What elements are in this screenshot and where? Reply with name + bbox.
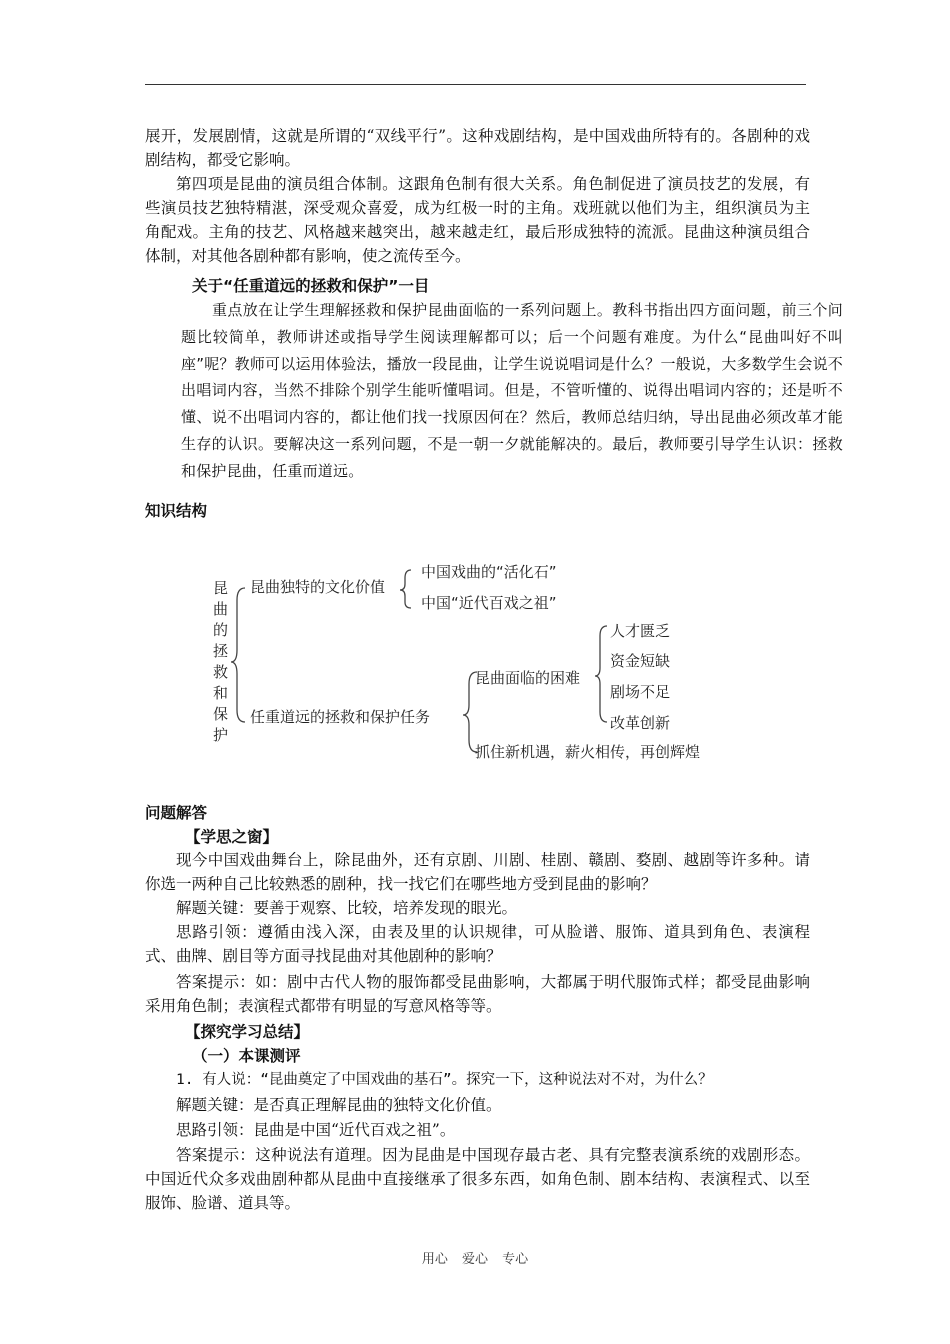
question-1: 现今中国戏曲舞台上，除昆曲外，还有京剧、川剧、桂剧、赣剧、婺剧、越剧等许多种。请你选一两种自己比较熟悉的剧种，找一找它们在哪些地方受到昆曲的影响？ xyxy=(145,851,810,893)
difficulty-item: 资金短缺 xyxy=(610,652,671,670)
knowledge-structure-diagram xyxy=(205,550,765,775)
window-title: 【学思之窗】 xyxy=(185,828,279,846)
root-char: 救 xyxy=(213,663,229,681)
root-char: 昆 xyxy=(213,579,229,597)
test-question-1: 1. 有人说：“昆曲奠定了中国戏曲的基石”。探究一下，这种说法对不对，为什么？ xyxy=(176,1072,713,1088)
difficulty-item: 改革创新 xyxy=(610,714,671,732)
paragraph-fourth-item: 第四项是昆曲的演员组合体制。这跟角色制有很大关系。角色制促进了演员技艺的发展，有些演员技艺独特精湛，深受观众喜爱，成为红极一时的主角。戏班就以他们为主，组织演员为主角配戏。主角的技艺、风格越来越突出，越来越走红，最后形成独特的流派。昆曲这种演员组合体制，对其他各剧种都有影响，使之流传至今。 xyxy=(145,175,810,265)
branch2-item: 抓住新机遇，薪火相传，再创辉煌 xyxy=(475,743,701,761)
difficulties-brace xyxy=(595,626,607,722)
branch2-label: 任重道远的拯救和保护任务 xyxy=(250,708,431,726)
root-brace xyxy=(231,588,245,722)
question-1-key: 解题关键：要善于观察、比较，培养发现的眼光。 xyxy=(176,899,518,917)
difficulty-item: 人才匮乏 xyxy=(610,622,671,640)
knowledge-structure-heading: 知识结构 xyxy=(145,502,208,520)
question-1-answer: 答案提示：如：剧中古代人物的服饰都受昆曲影响，大都属于明代服饰式样；都受昆曲影响采用角色制；表演程式都带有明显的写意风格等等。 xyxy=(145,973,810,1015)
branch1-label: 昆曲独特的文化价值 xyxy=(250,578,386,596)
root-char: 护 xyxy=(213,726,229,744)
summary-title: 【探究学习总结】 xyxy=(185,1023,310,1041)
page-footer: 用心 爱心 专心 xyxy=(421,1252,529,1267)
difficulty-item: 剧场不足 xyxy=(610,683,671,701)
test-question-1-guide: 思路引领：昆曲是中国“近代百戏之祖”。 xyxy=(176,1121,456,1139)
root-char: 保 xyxy=(213,705,229,723)
header-rule xyxy=(145,84,806,85)
branch1-item: 中国戏曲的“活化石” xyxy=(421,563,557,581)
paragraph-focus: 重点放在让学生理解拯救和保护昆曲面临的一系列问题上。教科书指出四方面问题，前三个问题比较简单，教师讲述或指导学生阅读理解都可以；后一个问题有难度。为什么“昆曲叫好不叫座”呢？教师可以运用体验法，播放一段昆曲，让学生说说唱词是什么？一般说，大多数学生会说不出唱词内容，当然不排除个别学生能听懂唱词。但是，不管听懂的、说得出唱词内容的；还是听不懂、说不出唱词内容的，都让他们找一找原因何在？然后，教师总结归纳，导出昆曲必须改革才能生存的认识。要解决这一系列问题，不是一朝一夕就能解决的。最后，教师要引导学生认识：拯救和保护昆曲，任重而道远。 xyxy=(181,301,843,480)
branch2-sub-label: 昆曲面临的困难 xyxy=(475,669,581,687)
section-title: 关于“任重道远的拯救和保护”一目 xyxy=(192,277,430,295)
test-question-1-key: 解题关键：是否真正理解昆曲的独特文化价值。 xyxy=(176,1096,502,1114)
root-char: 拯 xyxy=(213,642,229,660)
question-1-guide: 思路引领：遵循由浅入深，由表及里的认识规律，可从脸谱、服饰、道具到角色、表演程式、曲牌、剧目等方面寻找昆曲对其他剧种的影响？ xyxy=(145,923,810,965)
root-char: 的 xyxy=(213,621,229,639)
root-char: 和 xyxy=(213,684,229,702)
root-char: 曲 xyxy=(213,600,229,618)
branch1-brace xyxy=(400,570,411,608)
test-title: （一）本课测评 xyxy=(192,1047,301,1065)
branch1-item: 中国“近代百戏之祖” xyxy=(421,594,557,612)
paragraph-continuation: 展开，发展剧情，这就是所谓的“双线平行”。这种戏剧结构，是中国戏曲所特有的。各剧种的戏剧结构，都受它影响。 xyxy=(145,127,810,169)
qa-heading: 问题解答 xyxy=(145,804,208,822)
test-question-1-answer: 答案提示：这种说法有道理。因为昆曲是中国现存最古老、具有完整表演系统的戏剧形态。中国近代众多戏曲剧种都从昆曲中直接继承了很多东西，如角色制、剧本结构、表演程式、以至服饰、脸谱、道具等。 xyxy=(145,1146,810,1212)
